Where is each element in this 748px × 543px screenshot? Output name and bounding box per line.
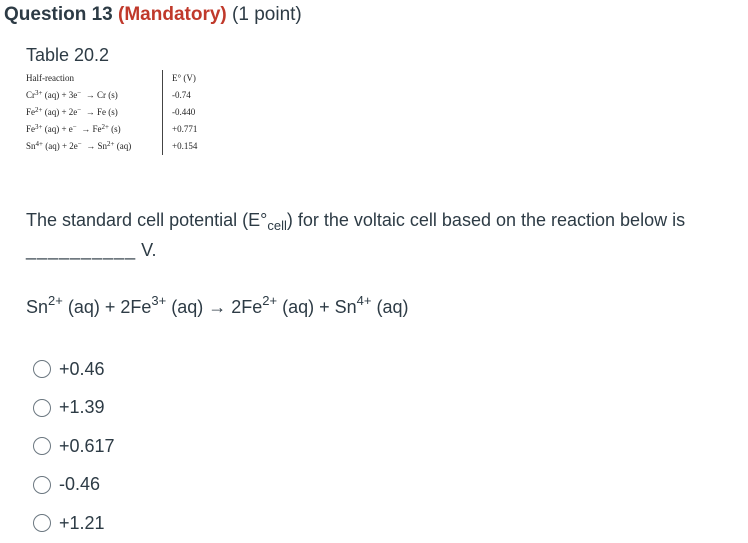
reaction-equation: $Sn^{2+}$ $(aq) + 2Fe^{3+}$ $(aq) \to 2Fe^{2+}$ $(aq) + Sn^{4+}$ (aq) [26, 293, 409, 317]
points-label: (1 point) [232, 4, 302, 25]
table-row: $Sn^{4+}$ $(aq) + 2e^- \to Sn^{2+}$ (aq) +0.154 [26, 138, 212, 155]
choice-option[interactable] [33, 466, 115, 505]
table-row: $Fe^{3+}$ $(aq) + e^- \to Fe^{2+}$ (s) +0.771 [26, 121, 212, 138]
potential-value: +0.771 [163, 121, 213, 138]
choice-option[interactable] [33, 427, 115, 466]
radio-button[interactable] [33, 399, 51, 417]
potential-value: +0.154 [163, 138, 213, 155]
choice-label: +0.617 [59, 435, 115, 456]
table-row: $Cr^{3+}$ (aq) + 3e− → Cr (s) -0.74 [26, 87, 212, 104]
question-stem: The standard cell potential $(E^\circ_{cell})$ for the voltaic cell based on the reaction below is __________ V. [26, 210, 686, 260]
choice-option[interactable] [33, 350, 115, 389]
table-header-row [26, 70, 212, 87]
radio-button[interactable] [33, 437, 51, 455]
potential-value: -0.440 [163, 104, 213, 121]
radio-button[interactable] [33, 476, 51, 494]
radio-button[interactable] [33, 514, 51, 532]
radio-button[interactable] [33, 360, 51, 378]
question-header [4, 4, 302, 26]
choice-label: +0.46 [59, 358, 105, 379]
answer-blank: __________ [26, 240, 137, 260]
col-header-potential: E° (V) [163, 70, 213, 87]
choice-option[interactable] [33, 389, 115, 428]
answer-choices [33, 350, 115, 543]
table-title: Table 20.2 [26, 45, 110, 65]
choice-label: +1.21 [59, 512, 105, 533]
question-title: Question 13 [4, 4, 113, 25]
table-row: $Fe^{2+}$ (aq) + 2e− → Fe (s) -0.440 [26, 104, 212, 121]
col-header-half-reaction: Half-reaction [26, 73, 74, 83]
mandatory-label: (Mandatory) [118, 4, 227, 25]
choice-label: +1.39 [59, 397, 105, 418]
choice-label: -0.46 [59, 474, 101, 495]
half-reaction-table [26, 70, 212, 155]
potential-value: -0.74 [163, 87, 213, 104]
